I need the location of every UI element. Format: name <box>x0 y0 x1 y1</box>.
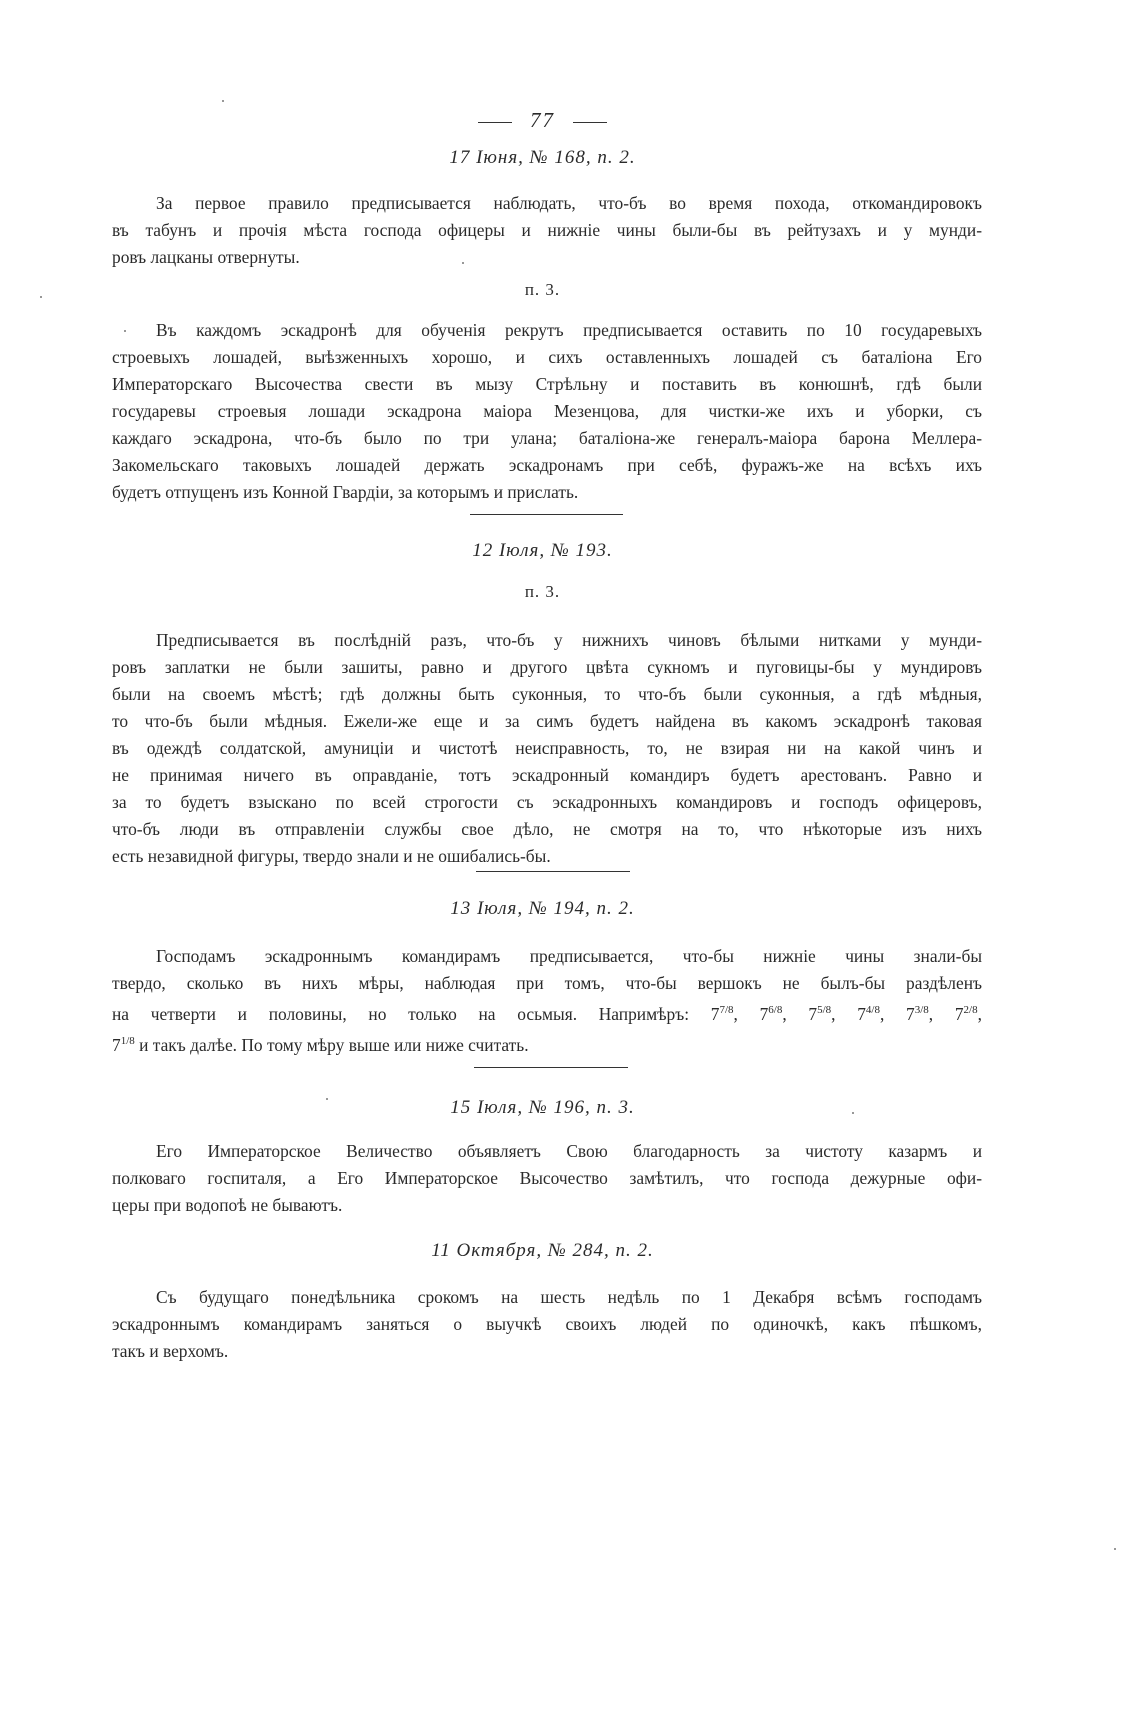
text-line: каждаго эскадрона, что-бъ было по три улана; баталіона-же генералъ-маіора барона Меллера- <box>112 428 982 448</box>
text-line: Господамъ эскадроннымъ командирамъ предписывается, что-бы нижніе чины знали-бы <box>156 946 982 966</box>
fraction: $7^{2/8}$ <box>954 1004 978 1024</box>
dash-left <box>478 122 512 123</box>
section-3-subheading: п. 3. <box>524 582 561 601</box>
section-divider <box>474 1067 628 1068</box>
text-fragment: и такъ далѣе. По тому мѣру выше или ниже считать. <box>139 1035 529 1055</box>
text-line: за то будетъ взыскано по всей строгости съ эскадронныхъ командировъ и господъ офицеровъ, <box>112 792 982 812</box>
page-number: 77 <box>0 108 1085 133</box>
fraction: $7^{3/8}$ <box>906 1004 929 1024</box>
section-3-paragraph <box>112 627 982 870</box>
section-5-paragraph <box>112 1138 982 1219</box>
text-line: были на своемъ мѣстѣ; гдѣ должны быть суконныя, то что-бъ были суконныя, а гдѣ мѣдныя, <box>112 684 982 704</box>
section-6-heading: 11 Октября, № 284, п. 2. <box>431 1240 654 1261</box>
scan-speck <box>40 296 42 298</box>
fraction: $7^{1/8}$ <box>112 1035 135 1055</box>
text-line: такъ и верхомъ. <box>112 1341 229 1361</box>
text-line: твердо, сколько въ нихъ мѣры, наблюдая при томъ, что-бы вершокъ не былъ-бы раздѣленъ <box>112 973 982 993</box>
fraction: $7^{7/8}$ <box>710 1004 734 1024</box>
section-divider <box>470 514 623 515</box>
section-4-paragraph <box>112 943 982 1059</box>
scan-speck <box>124 330 126 332</box>
text-line: эскадроннымъ командирамъ заняться о выучкѣ своихъ людей по одиночкѣ, какъ пѣшкомъ, <box>112 1314 982 1334</box>
text-line: то что-бъ были мѣдныя. Ежели-же еще и за симъ будетъ найдена въ какомъ эскадронѣ таковая <box>112 711 982 731</box>
text-line: на четверти и половины, но только на осьмыя. Напримѣръ: $7^{7/8}$, $7^{6/8}$, $7^{5/8}$, $7^{4/8}$, $7^{3/8}$, $7^{2/8}$, <box>112 1004 982 1024</box>
text-line: Предписывается въ послѣдній разъ, что-бъ у нижнихъ чиновъ бѣлыми нитками у мунди- <box>156 630 982 650</box>
section-2-paragraph <box>112 317 982 506</box>
text-line: церы при водопоѣ не бываютъ. <box>112 1195 343 1215</box>
text-line: что-бъ люди въ отправленіи службы свое дѣло, не смотря на то, что нѣкоторые изъ нихъ <box>112 819 982 839</box>
fraction: $7^{4/8}$ <box>857 1004 880 1024</box>
text-line: ровъ лацканы отвернуты. <box>112 247 300 267</box>
section-1-paragraph <box>112 190 982 271</box>
text-line <box>112 1028 982 1059</box>
section-2-subheading: п. 3. <box>524 280 561 299</box>
text-line: Его Императорское Величество объявляетъ Свою благодарность за чистоту казармъ и <box>156 1141 982 1161</box>
section-3-heading: 12 Іюля, № 193. <box>472 540 613 561</box>
text-fragment: на четверти и половины, но только на осьмыя. Напримѣръ: <box>112 1004 690 1024</box>
text-line: не принимая ничего въ оправданіе, тотъ эскадронный командиръ будетъ арестованъ. Равно и <box>112 765 982 785</box>
text-line: Закомельскаго таковыхъ лошадей держать эскадронамъ при себѣ, фуражъ-же на всѣхъ ихъ <box>112 455 982 475</box>
scan-speck <box>326 1098 328 1100</box>
text-line: Императорскаго Высочества свести въ мызу Стрѣльну и поставить въ конюшнѣ, гдѣ были <box>112 374 982 394</box>
section-6-paragraph <box>112 1284 982 1365</box>
scan-speck <box>222 100 224 102</box>
text-line: будетъ отпущенъ изъ Конной Гвардіи, за которымъ и прислать. <box>112 482 579 502</box>
section-5-heading: 15 Іюля, № 196, п. 3. <box>450 1097 635 1118</box>
fraction: $7^{6/8}$ <box>759 1004 783 1024</box>
text-line: Въ каждомъ эскадронѣ для обученія рекрутъ предписывается оставить по 10 государевыхъ <box>156 320 982 340</box>
text-line: ровъ заплатки не были зашиты, равно и другого цвѣта сукномъ и пуговицы-бы у мундировъ <box>112 657 982 677</box>
text-line: строевыхъ лошадей, выѣзженныхъ хорошо, и сихъ оставленныхъ лошадей съ баталіона Его <box>112 347 982 367</box>
scan-speck <box>462 262 464 264</box>
text-line: въ одеждѣ солдатской, амуниціи и чистотѣ неисправность, то, не взирая ни на какой чинъ и <box>112 738 982 758</box>
section-1-heading: 17 Іюня, № 168, п. 2. <box>449 147 636 168</box>
text-line: полковаго госпиталя, а Его Императорское Высочество замѣтилъ, что господа дежурные офи- <box>112 1168 982 1188</box>
text-line: Съ будущаго понедѣльника срокомъ на шесть недѣль по 1 Декабря всѣмъ господамъ <box>156 1287 982 1307</box>
section-4-heading: 13 Іюля, № 194, п. 2. <box>450 898 635 919</box>
scan-speck <box>1114 1548 1116 1550</box>
text-line: въ табунъ и прочія мѣста господа офицеры и нижніе чины были-бы въ рейтузахъ и у мунди- <box>112 220 982 240</box>
dash-right <box>573 122 607 123</box>
text-line: есть незавидной фигуры, твердо знали и не ошибались-бы. <box>112 846 551 866</box>
text-line: государевы строевыя лошади эскадрона маіора Мезенцова, для чистки-же ихъ и уборки, съ <box>112 401 982 421</box>
section-divider <box>476 871 630 872</box>
text-line: За первое правило предписывается наблюдать, что-бъ во время похода, откомандировокъ <box>156 193 982 213</box>
scan-speck <box>852 1112 854 1114</box>
fraction: $7^{5/8}$ <box>808 1004 832 1024</box>
